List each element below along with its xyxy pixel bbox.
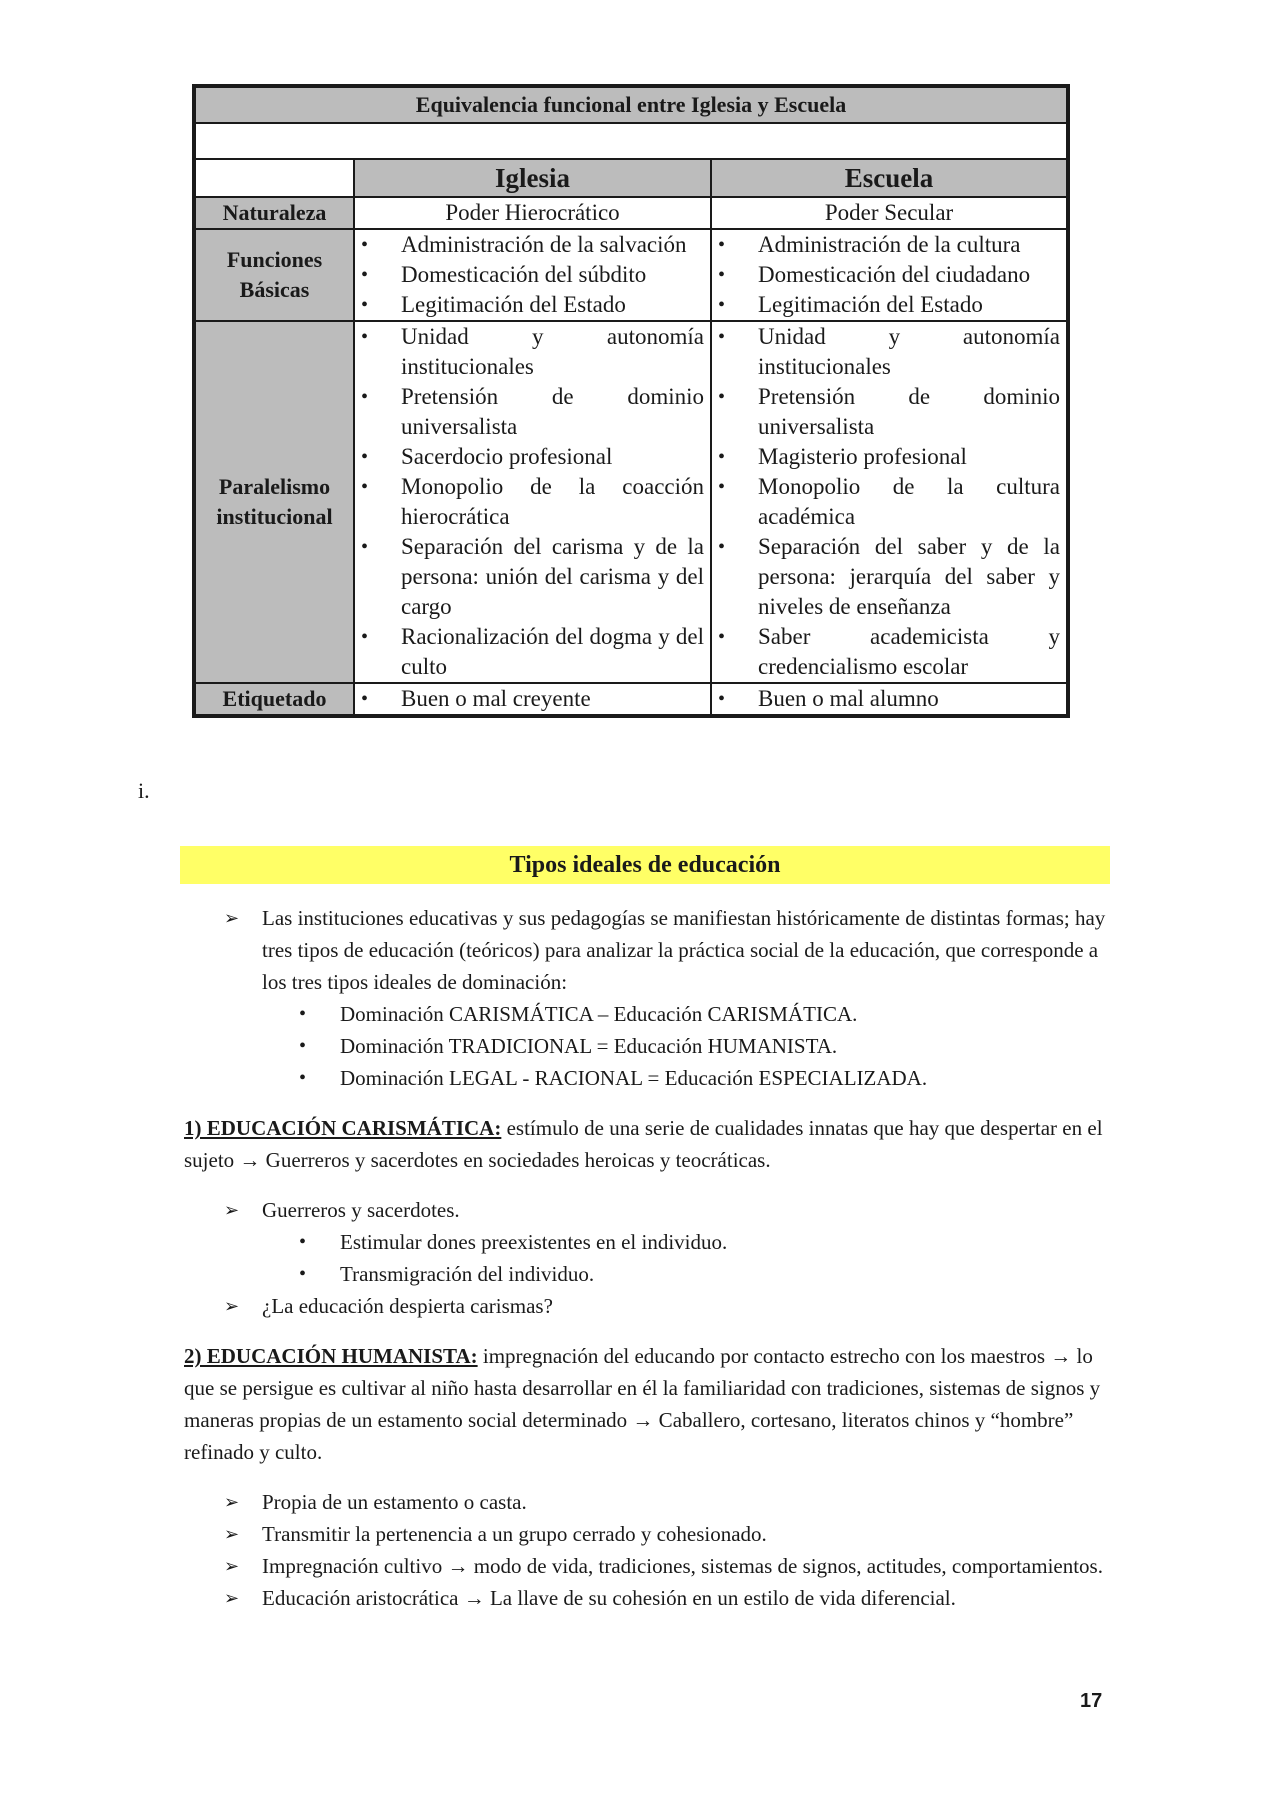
list-item [184, 1518, 1106, 1550]
arrow-bullet-icon: ➢ [224, 1588, 240, 1608]
equivalence-table [192, 84, 1070, 718]
row-header-paralelismo [194, 321, 354, 683]
list-item-text: Impregnación cultivo → modo de vida, tradiciones, sistemas de signos, actitudes, comportamientos. [262, 1554, 1103, 1578]
arrow-bullet-icon: ➢ [224, 1556, 240, 1576]
humanista-paragraph [184, 1340, 1106, 1468]
list-item: • Racionalización del dogma y del culto [361, 622, 704, 682]
cell-funciones-escuela [711, 229, 1068, 321]
list-item [184, 1226, 1106, 1258]
carismatica-body: estímulo de una serie de cualidades innatas que hay que despertar en el sujeto → Guerreros y sacerdotes en sociedades heroicas y teocráticas. [184, 1116, 1103, 1172]
list-item-text: Transmigración del individuo. [340, 1262, 595, 1286]
humanista-body: impregnación del educando por contacto estrecho con los maestros → lo que se persigue es cultivar al niño hasta desarrollar en él la familiaridad con tradiciones, sistemas de signos y maneras propias de un estamento social determinado → Caballero, cortesano, literatos chinos y “hombre” refinado y culto. [184, 1344, 1101, 1464]
list-item-text: Estimular dones preexistentes en el individuo. [340, 1230, 728, 1254]
bullet-icon: • [299, 1035, 307, 1057]
list-item-text: ¿La educación despierta carismas? [262, 1294, 553, 1318]
humanista-heading: 2) EDUCACIÓN HUMANISTA: [184, 1344, 478, 1368]
list-item [184, 1062, 1106, 1094]
arrow-bullet-icon: ➢ [224, 1492, 240, 1512]
list-item: • Pretensión de dominio universalista [361, 382, 704, 442]
list-item: • Administración de la cultura [718, 230, 1060, 260]
list-item: • Separación del carisma y de la persona: unión del carisma y del cargo [361, 532, 704, 622]
cell-naturaleza-iglesia: Poder Hierocrático [354, 197, 711, 229]
cell-etiquetado-escuela [711, 683, 1068, 716]
bullet-icon: • [299, 1067, 307, 1089]
list-item: • Buen o mal creyente [361, 684, 704, 714]
list-item-text: Educación aristocrática → La llave de su cohesión en un estilo de vida diferencial. [262, 1586, 956, 1610]
list-item [184, 1258, 1106, 1290]
list-item: • Unidad y autonomía institucionales [718, 322, 1060, 382]
list-item: • Legitimación del Estado [718, 290, 1060, 320]
table-corner [194, 159, 354, 197]
bullet-icon: • [299, 1231, 307, 1253]
bullet-icon: • [299, 1003, 307, 1025]
list-item-text: Guerreros y sacerdotes. [262, 1198, 460, 1222]
list-item [184, 1550, 1106, 1582]
list-item: • Domesticación del súbdito [361, 260, 704, 290]
row-header-funciones-line2: Básicas [239, 277, 310, 302]
cell-etiquetado-iglesia [354, 683, 711, 716]
equivalence-table-container [192, 84, 1066, 718]
list-item [184, 1194, 1106, 1226]
column-header-escuela: Escuela [711, 159, 1068, 197]
arrow-bullet-icon: ➢ [224, 1524, 240, 1544]
list-item [184, 1582, 1106, 1614]
list-item: • Domesticación del ciudadano [718, 260, 1060, 290]
cell-funciones-iglesia [354, 229, 711, 321]
table-title: Equivalencia funcional entre Iglesia y Escuela [194, 86, 1068, 123]
list-item: • Pretensión de dominio universalista [718, 382, 1060, 442]
list-item: • Sacerdocio profesional [361, 442, 704, 472]
intro-paragraph [184, 902, 1106, 998]
roman-marker: i. [138, 778, 150, 803]
list-item-text: Transmitir la pertenencia a un grupo cerrado y cohesionado. [262, 1522, 767, 1546]
row-header-etiquetado: Etiquetado [194, 683, 354, 716]
list-item-text: Dominación CARISMÁTICA – Educación CARISMÁTICA. [340, 1002, 858, 1026]
row-header-funciones-line1: Funciones [226, 247, 323, 272]
list-item [184, 998, 1106, 1030]
list-item: • Administración de la salvación [361, 230, 704, 260]
main-content [184, 902, 1106, 1614]
cell-paralelismo-iglesia [354, 321, 711, 683]
page-number: 17 [1080, 1690, 1103, 1712]
carismatica-paragraph [184, 1112, 1106, 1176]
list-item: • Monopolio de la coacción hierocrática [361, 472, 704, 532]
cell-paralelismo-escuela [711, 321, 1068, 683]
row-header-paralelismo-line1: Paralelismo [218, 474, 331, 499]
list-item: • Magisterio profesional [718, 442, 1060, 472]
bullet-icon: • [299, 1263, 307, 1285]
list-item [184, 1486, 1106, 1518]
list-item: • Saber academicista y credencialismo escolar [718, 622, 1060, 682]
cell-naturaleza-escuela: Poder Secular [711, 197, 1068, 229]
section-title: Tipos ideales de educación [180, 846, 1110, 884]
carismatica-heading: 1) EDUCACIÓN CARISMÁTICA: [184, 1116, 502, 1140]
list-item: • Legitimación del Estado [361, 290, 704, 320]
list-item: • Separación del saber y de la persona: jerarquía del saber y niveles de enseñanza [718, 532, 1060, 622]
column-header-iglesia: Iglesia [354, 159, 711, 197]
arrow-bullet-icon: ➢ [224, 1296, 240, 1316]
list-item-text: Dominación TRADICIONAL = Educación HUMANISTA. [340, 1034, 838, 1058]
arrow-bullet-icon: ➢ [224, 1200, 240, 1220]
arrow-bullet-icon: ➢ [224, 908, 240, 928]
table-blank-row [194, 123, 1068, 159]
list-item: • Monopolio de la cultura académica [718, 472, 1060, 532]
list-item: • Unidad y autonomía institucionales [361, 322, 704, 382]
list-item: • Buen o mal alumno [718, 684, 1060, 714]
row-header-naturaleza: Naturaleza [194, 197, 354, 229]
list-item [184, 1290, 1106, 1322]
list-item-text: Propia de un estamento o casta. [262, 1490, 527, 1514]
row-header-paralelismo-line2: institucional [216, 504, 333, 529]
row-header-funciones [194, 229, 354, 321]
list-item-text: Dominación LEGAL - RACIONAL = Educación ESPECIALIZADA. [340, 1066, 928, 1090]
intro-text: Las instituciones educativas y sus pedagogías se manifiestan históricamente de distintas formas; hay tres tipos de educación (teóricos) para analizar la práctica social de la educación, que corresponde a los tres tipos ideales de dominación: [262, 906, 1106, 994]
list-item [184, 1030, 1106, 1062]
